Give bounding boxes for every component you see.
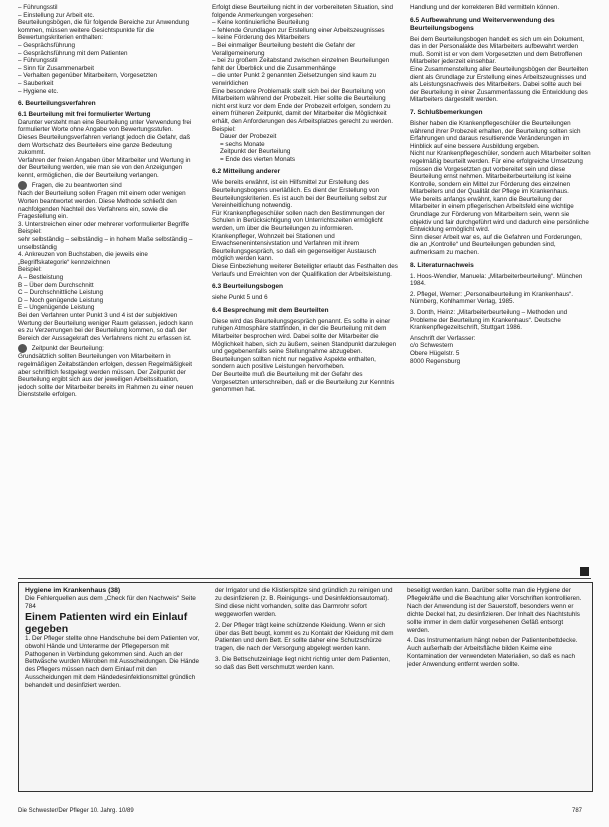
grade-scale-item: C – Durchschnittliche Leistung xyxy=(18,289,104,297)
column-2 xyxy=(212,4,398,574)
paragraph: Verfahren der freien Angaben über Mitarbeiter und Wertung in der Beurteilung werden, wie man sie von den Anzeigungen kennt, ermöglichen, die der Beurteilung verlangen. xyxy=(18,156,191,179)
list-item: – Sinn für Zusammenarbeit xyxy=(18,64,94,72)
paragraph: Handlung und der korrekteren Bild vermitteln können. xyxy=(410,4,560,11)
list-item: – Bei einmaliger Beurteilung besteht die Gefahr der Verallgemeinerung xyxy=(212,41,356,57)
list-item: – bei zu großem Zeitabstand zwischen einzelnen Beurteilungen fehlt der Überblick und die Zusammenhänge xyxy=(212,57,390,72)
bullet-pin-icon xyxy=(18,181,27,190)
paragraph: Bisher haben die Krankenpflegeschüler die Beurteilungen während ihrer Probezeit erhalten, der Beurteilung sollten sich Erfahrungen und daraus resultierende Veränderungen im Hinblick auf eine bessere Ausbildung ergeben. xyxy=(410,119,581,150)
list-item: – Sauberkeit xyxy=(18,79,54,87)
box-list-item: 3. Die Bettschutzeinlage liegt nicht richtig unter dem Patienten, so daß das Bett verschmutzt werden kann. xyxy=(215,656,391,672)
section-heading-6-2: 6.2 Mitteilung anderer xyxy=(212,168,281,176)
paragraph: Dieses Beurteilungsverfahren verlangt jedoch die Gefahr, daß dem Wortschatz des Beurteilers eine ganze Bedeutung zukommt. xyxy=(18,133,191,157)
paragraph: Der Beurteilte muß die Beurteilung mit der Gefahr des Vorgesetzten unterschreiben, daß er die Beurteilung zur Kenntnis genommen hat. xyxy=(212,370,395,394)
criteria-list xyxy=(18,4,198,95)
reference-list xyxy=(410,273,592,332)
box-column-2 xyxy=(215,587,395,787)
section-heading-7: 7. Schlußbemerkungen xyxy=(410,108,483,116)
box-list xyxy=(407,587,585,669)
grade-scale-item: E – Ungenügende Leistung xyxy=(18,304,95,312)
section-heading-8: 8. Literaturnachweis xyxy=(410,261,474,269)
section-heading-6-5: 6.5 Aufbewahrung und Weiterverwendung des Beurteilungsbogens xyxy=(410,16,555,32)
example-label: Beispiel: xyxy=(18,266,42,274)
paragraph: 3. Unterstreichen einer oder mehrerer vorformulierter Begriffe xyxy=(18,220,190,228)
box-column-3 xyxy=(407,587,585,787)
bullet-pin-icon xyxy=(18,344,27,353)
list-item: – Führungsstil xyxy=(18,4,58,11)
paragraph: Bei dem Beurteilungsbogen handelt es sich um ein Dokument, das in der Personalakte des Mitarbeiters aufbewahrt werden muß. Somit ist er von dem Vorgesetzten und dem Betroffenen Mitarbeiter jederzeit einsehbar. xyxy=(410,35,584,66)
grade-scale-item: B – Über dem Durchschnitt xyxy=(18,281,94,289)
box-subtitle: Die Fehlerquellen aus dem „Check für den Nachweis“ Seite 784 xyxy=(25,594,196,610)
paragraph: Für Krankenpflegeschüler sollen nach den Bestimmungen der Schulen in Berücksichtigung von Unterrichtszeiten ermöglicht werden, um über die Beurteilungen zu informieren. xyxy=(212,209,385,233)
paragraph: Nicht nur Krankenpflegeschüler, sondern auch Mitarbeiter sollten regelmäßig beurteilt werden. Für eine erfolgreiche Umsetzung müssen die Vorgesetzten gut vorbereitet sein und diese Beurteilung ernst nehmen. Mitarbeiterbeurteilung ist keine Kontrolle, sondern ein Mittel zur Förderung des einzelnen Mitarbeiters und der Qualität der Pflege im Krankenhaus. xyxy=(410,150,591,196)
grade-scale-item: D – Noch genügende Leistung xyxy=(18,296,104,304)
paragraph: Wie bereits erwähnt, ist ein Hilfsmittel zur Erstellung des Beurteilungsbogens unerläßlich. Es dient der Erstellung von Beurteilungskriterien. Es ist auch bei der Beurteilung selbst zur Vereinheitlichung notwendig. xyxy=(212,179,388,210)
example-item: = sechs Monate xyxy=(220,140,265,148)
paragraph: Sinn dieser Arbeit war es, auf die Gefahren und Forderungen, die an „Kontrolle“ und Beurteilungen gebunden sind, aufmerksam zu machen. xyxy=(410,233,582,257)
list-item: – Verhalten gegenüber Mitarbeitern, Vorgesetzten xyxy=(18,72,157,80)
list-item: – Hygiene etc. xyxy=(18,87,59,95)
paragraph: Diese Einbeziehung weiterer Beteiligter erlaubt das Festhalten des Verlaufs und Erreichten von der Qualifikation der Arbeitsleistung. xyxy=(212,263,398,278)
author-address xyxy=(410,342,592,365)
grade-scale-item: A – Bestleistung xyxy=(18,274,64,281)
address-line: 8000 Regensburg xyxy=(410,357,461,365)
box-title: Einem Patienten wird ein Einlauf gegeben xyxy=(25,610,188,635)
section-heading-6-4: 6.4 Besprechung mit dem Beurteilten xyxy=(212,306,329,314)
list-item: – Gesprächsführung xyxy=(18,41,76,49)
end-of-article-marker xyxy=(580,567,589,576)
box-series-title: Hygiene im Krankenhaus (38) xyxy=(25,587,121,594)
box-list-item: beseitigt werden kann. Darüber sollte man die Hygiene der Pflegekräfte und die Beachtung aller Vorschriften kontrollieren. Nach der Anwendung ist der Sauerstoff, besonders wenn er dichte Deckel hat, zu desinfizieren. Der Inhalt des Nachtstuhls sollte immer in dem dafür vorgesehenen Gefäß entsorgt werden. xyxy=(407,587,582,634)
example-item: Dauer der Probezeit xyxy=(220,133,277,141)
column-3 xyxy=(410,4,592,574)
drawback-list xyxy=(212,19,398,87)
list-item: – fehlende Grundlagen zur Erstellung einer Arbeitszeugnisses xyxy=(212,26,385,34)
box-list-item: 1. Der Pfleger stellte ohne Handschuhe bei dem Patienten vor, obwohl Hände und Unterarme der Pflegeperson mit Pathogenen in Verbindung gekommen sind. Auch an der Bettwäsche wurden Mikroben mit Ausscheidungen. Die Hände des Pflegers müssen nach dem Einlauf mit den Ausscheidungen mit dem Händedesinfektionsmittel gründlich behandelt und desinfiziert werden. xyxy=(25,634,200,690)
grade-scale xyxy=(18,274,198,312)
paragraph: Wie bereits anfangs erwähnt, kann die Beurteilung der Mitarbeiter in einem pflegerischen Arbeitsfeld eine wichtige Grundlage zur Förderung von Mitarbeitern sein, wenn sie objektiv und fair durchgeführt wird und dadurch eine persönliche Entwicklung ermöglicht wird. xyxy=(410,195,589,234)
author-address-label: Anschrift der Verfasser: xyxy=(410,334,476,342)
example-item: Zeitpunkt der Beurteilung xyxy=(220,148,291,156)
reference-item: 2. Pflegel, Werner: „Personalbeurteilung im Krankenhaus“. Nürnberg, Kohlhammer Verlag, 1985. xyxy=(410,290,573,306)
box-list-item: 2. Der Pfleger trägt keine schützende Kleidung. Wenn er sich über das Bett beugt, kommt es zu Kontakt der Kleidung mit dem Patienten und dem Bett. Er sollte daher eine Schutzschürze tragen, die nach der Versorgung abgelegt werden kann. xyxy=(215,621,394,653)
paragraph: Erfolgt diese Beurteilung nicht in der vorbereiteten Situation, sind folgende Anmerkungen vorgesehen: xyxy=(212,4,393,19)
list-item: Beurteilungsbögen, die für folgende Bereiche zur Anwendung kommen, müssen weitere Gesichtspunkte für die Bewertungskriterien enthalten: xyxy=(18,19,190,42)
example-item: = Ende des vierten Monats xyxy=(220,155,296,163)
subheading: siehe Punkt 5 und 6 xyxy=(212,294,268,302)
paragraph: Diese wird das Beurteilungsgespräch genannt. Es sollte in einer ruhigen Atmosphäre stattfinden, in der die Beurteilung mit dem Mitarbeiter besprochen wird. Dabei sollte der Mitarbeiter die Möglichkeit haben, sich zu äußern, seinen Standpunkt darzulegen und gegebenenfalls seine Stellungnahme abzugeben. Beurteilungen sollten nicht nur negative Aspekte enthalten, sondern auch positive Leistungen hervorheben. xyxy=(212,317,397,371)
paragraph: 4. Ankreuzen von Buchstaben, die jeweils eine „Begriffskategorie“ kennzeichnen xyxy=(18,251,148,266)
list-item: – Führungsstil xyxy=(18,57,58,65)
example-label: Beispiel: xyxy=(18,228,42,236)
footer-journal: Die Schwester/Der Pfleger 10. Jahrg. 10/89 xyxy=(18,808,134,814)
list-item: – die unter Punkt 2 genannten Zielsetzungen sind kaum zu verwirklichen xyxy=(212,72,377,87)
list-item: – Einstellung zur Arbeit etc. xyxy=(18,11,95,19)
box-list xyxy=(215,587,395,672)
box-list-item: der Irrigator und die Klistierspitze sind gründlich zu reinigen und zu desinfizieren (z. B. Reinigungs- und Desinfektionsautomat). Sind diese nicht vorhanden, sollte das Darmrohr sofort weggeworfen werden. xyxy=(215,587,393,618)
reference-item: 1. Hoos-Wendler, Manuela: „Mitarbeiterbeurteilung“. München 1984. xyxy=(410,272,583,288)
pin-note: Zeitpunkt der Beurteilung: xyxy=(18,344,198,353)
section-heading-6: 6. Beurteilungsverfahren xyxy=(18,100,96,108)
list-item: – Keine kontinuierliche Beurteilung xyxy=(212,19,309,27)
box-list xyxy=(25,635,203,690)
paragraph: Nach der Beurteilung sollen Fragen mit einem oder wenigen Worten beantwortet werden. Diese Methode schließt den nachfolgenden Nachteil des Verfahrens ein, sowie die Fragestellung ein. xyxy=(18,190,186,221)
address-line: Obere Hügelstr. 5 xyxy=(410,349,460,357)
paragraph: Krankenpfleger, Wohnzeit bei Stationen und Erwachsenenintensivstation und Verfahren mit ihrem Beurteilungsgespräch, so daß ein gegenseitiger Austausch möglich werden kann. xyxy=(212,232,377,263)
pin-note: Fragen, die zu beantworten sind xyxy=(18,181,198,190)
address-line: c/o Schwestern xyxy=(410,342,454,350)
section-heading-6-3: 6.3 Beurteilungsbogen xyxy=(212,283,284,291)
paragraph: Bei den Verfahren unter Punkt 3 und 4 ist der subjektiven Wertung der Beurteilung weniger Raum gelassen, jedoch kann es zu Verzerrungen bei der Beurteilung kommen, so daß der Bereich der Aussagekraft des Verfahrens nicht zu erfassen ist. xyxy=(18,311,193,342)
reference-item: 3. Donth, Heinz: „Mitarbeiterbeurteilung – Methoden und Probleme der Beurteilung im Krankenhaus“. Deutsche Krankenpflegezeitschrift, Stuttgart 1986. xyxy=(410,309,568,332)
paragraph: Eine besondere Problematik stellt sich bei der Beurteilung von Mitarbeitern während der Probezeit. Hier sollte die Beurteilung nicht erst kurz vor dem Ende der Probezeit erfolgen, sondern zu einem früheren Zeitpunkt, damit der Mitarbeiter die Möglichkeit erhält, den Anforderungen des Arbeitsplatzes gerecht zu werden. xyxy=(212,87,393,125)
box-list-item: 4. Das Instrumentarium hängt neben der Patientenbettdecke. Auch außerhalb der Arbeitsfläche bilden Keime eine Kontamination der verwendeten Materialien, so daß es nach jeder Anwendung entfernt werden sollte. xyxy=(407,637,578,669)
paragraph: Grundsätzlich sollten Beurteilungen von Mitarbeitern in regelmäßigen Zeitabständen erfolgen, dessen Regelmäßigkeit aber schriftlich festgelegt werden müssen. Der Zeitpunkt der Beurteilung ergibt sich aus der jeweiligen Arbeitssituation, jedoch sollte der Mitarbeiter bereits im Rahmen zu einer neuen Dienststelle erfolgen. xyxy=(18,353,194,399)
paragraph: Eine Zusammenstellung aller Beurteilungsbögen der Beurteilten dient als Grundlage zur Erstellung eines Arbeitszeugnisses und als Leistungsnachweis des Mitarbeiters. Dabei sollte auch bei der Beurteilung in einer Zusammenfassung die Entwicklung des Mitarbeiters dargestellt werden. xyxy=(410,65,589,104)
hygiene-box xyxy=(18,582,593,792)
example-list xyxy=(212,133,398,163)
list-item: – Gesprächsführung mit dem Patienten xyxy=(18,49,128,57)
column-1 xyxy=(18,4,198,574)
subheading-6-1: 6.1 Beurteilung mit frei formulierter Wertung xyxy=(18,111,151,119)
paragraph: Darunter versteht man eine Beurteilung unter Verwendung frei formulierter Worte ohne Angabe von Bewertungsstufen. xyxy=(18,118,192,134)
list-item: – keine Förderung des Mitarbeiters xyxy=(212,34,310,42)
divider xyxy=(18,578,591,579)
example-label: Beispiel: xyxy=(212,125,236,133)
box-column-1 xyxy=(25,587,203,787)
page-number: 787 xyxy=(572,808,583,814)
example-text: sehr selbständig – selbständig – in hohem Maße selbständig – unselbständig xyxy=(18,236,193,251)
